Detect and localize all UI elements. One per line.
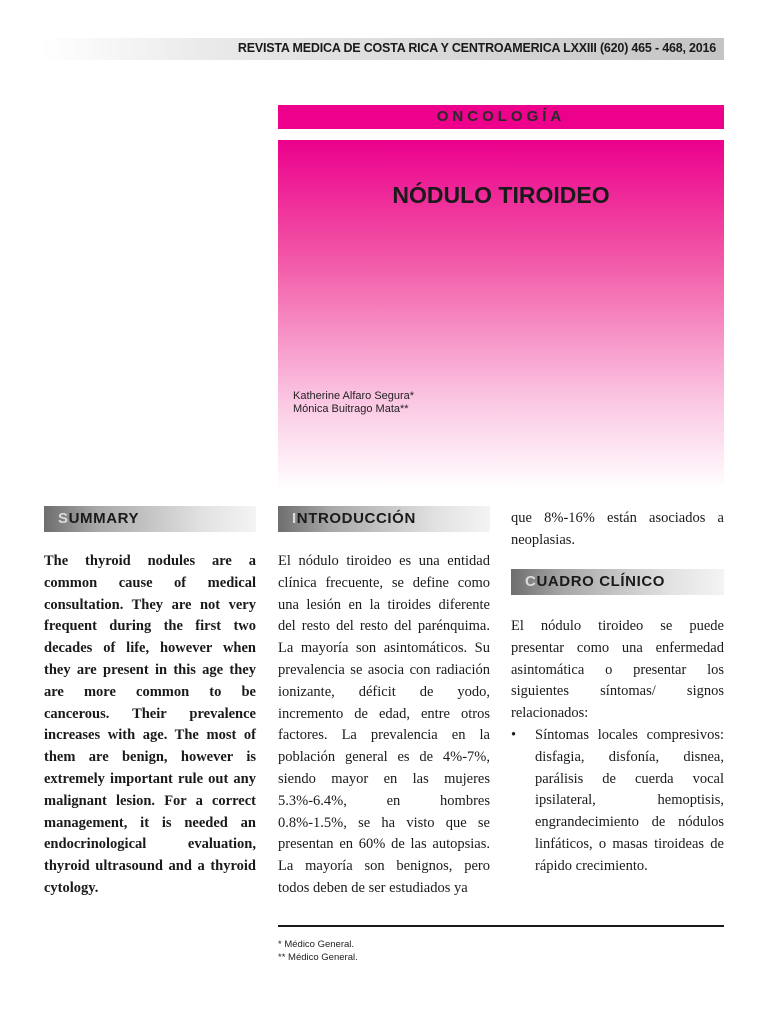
- summary-heading: [58, 510, 139, 527]
- introduccion-heading: [292, 510, 416, 527]
- section-label: ONCOLOGÍA: [436, 108, 566, 125]
- summary-heading-bar: [44, 506, 256, 532]
- introduccion-heading-bar: [278, 506, 490, 532]
- heading-initial: S: [58, 510, 69, 527]
- footnotes: [278, 938, 358, 964]
- cuadro-clinico-heading: [525, 573, 665, 590]
- article-title: NÓDULO TIROIDEO: [392, 182, 610, 208]
- introduccion-paragraph: El nódulo tiroideo es una entidad clínica frecuente, se define como una lesión en la tiroides diferente del resto del resto del parénquima. La mayoría son asintomáticos. Su prevalencia se asocia con radiación ionizante, déficit de yodo, incremento de edad, entre otros factores. La prevalencia en la población general es de 4%-7%, siendo mayor en las mujeres 5.3%-6.4%, en hombres 0.8%-1.5%, se ha visto que se presentan en 60% de las autopsias. La mayoría son benignos, pero todos deben de ser estudiados ya: [278, 553, 490, 896]
- footnote: * Médico General.: [278, 939, 355, 950]
- symptom-list: [511, 725, 724, 878]
- introduccion-continuation: que 8%-16% están asociados a neoplasias.: [511, 510, 724, 548]
- list-item: • Síntomas locales compresivos: disfagia, disfonía, disnea, parálisis de cuerda vocal ipsilateral, hemoptisis, engrandecimiento de nódulos linfáticos, o masas tiroideas de rápido crecimiento.: [511, 725, 724, 878]
- cuadro-clinico-paragraph: El nódulo tiroideo se puede presentar como una enfermedad asintomática o presentar los siguientes síntomas/ signos relacionados:: [511, 618, 724, 722]
- footnote-divider: [278, 925, 724, 927]
- journal-citation: REVISTA MEDICA DE COSTA RICA Y CENTROAMERICA LXXIII (620) 465 - 468, 2016: [237, 41, 716, 55]
- heading-rest: NTRODUCCIÓN: [296, 510, 416, 527]
- author-name: Katherine Alfaro Segura*: [293, 390, 415, 402]
- heading-rest: UADRO CLÍNICO: [536, 573, 666, 590]
- summary-paragraph: The thyroid nodules are a common cause of medical consultation. They are not very frequent during the first two decades of life, however when they are present in this age they are more common to be cancerous. Their prevalence increases with age. The most of them are benign, however is extremely important rule out any malignant lesion. For a correct management, it is needed an endocrinological evaluation, thyroid ultrasound and a thyroid cytology.: [44, 553, 256, 896]
- title-block: [278, 140, 724, 490]
- heading-initial: I: [292, 510, 297, 527]
- author-list: [293, 390, 414, 416]
- heading-initial: C: [525, 573, 537, 590]
- section-banner: [278, 105, 724, 129]
- footnote: ** Médico General.: [278, 952, 358, 963]
- cuadro-clinico-heading-bar: [511, 569, 724, 595]
- heading-rest: UMMARY: [68, 510, 140, 527]
- author-name: Mónica Buitrago Mata**: [293, 403, 409, 415]
- journal-header-bar: [42, 38, 724, 60]
